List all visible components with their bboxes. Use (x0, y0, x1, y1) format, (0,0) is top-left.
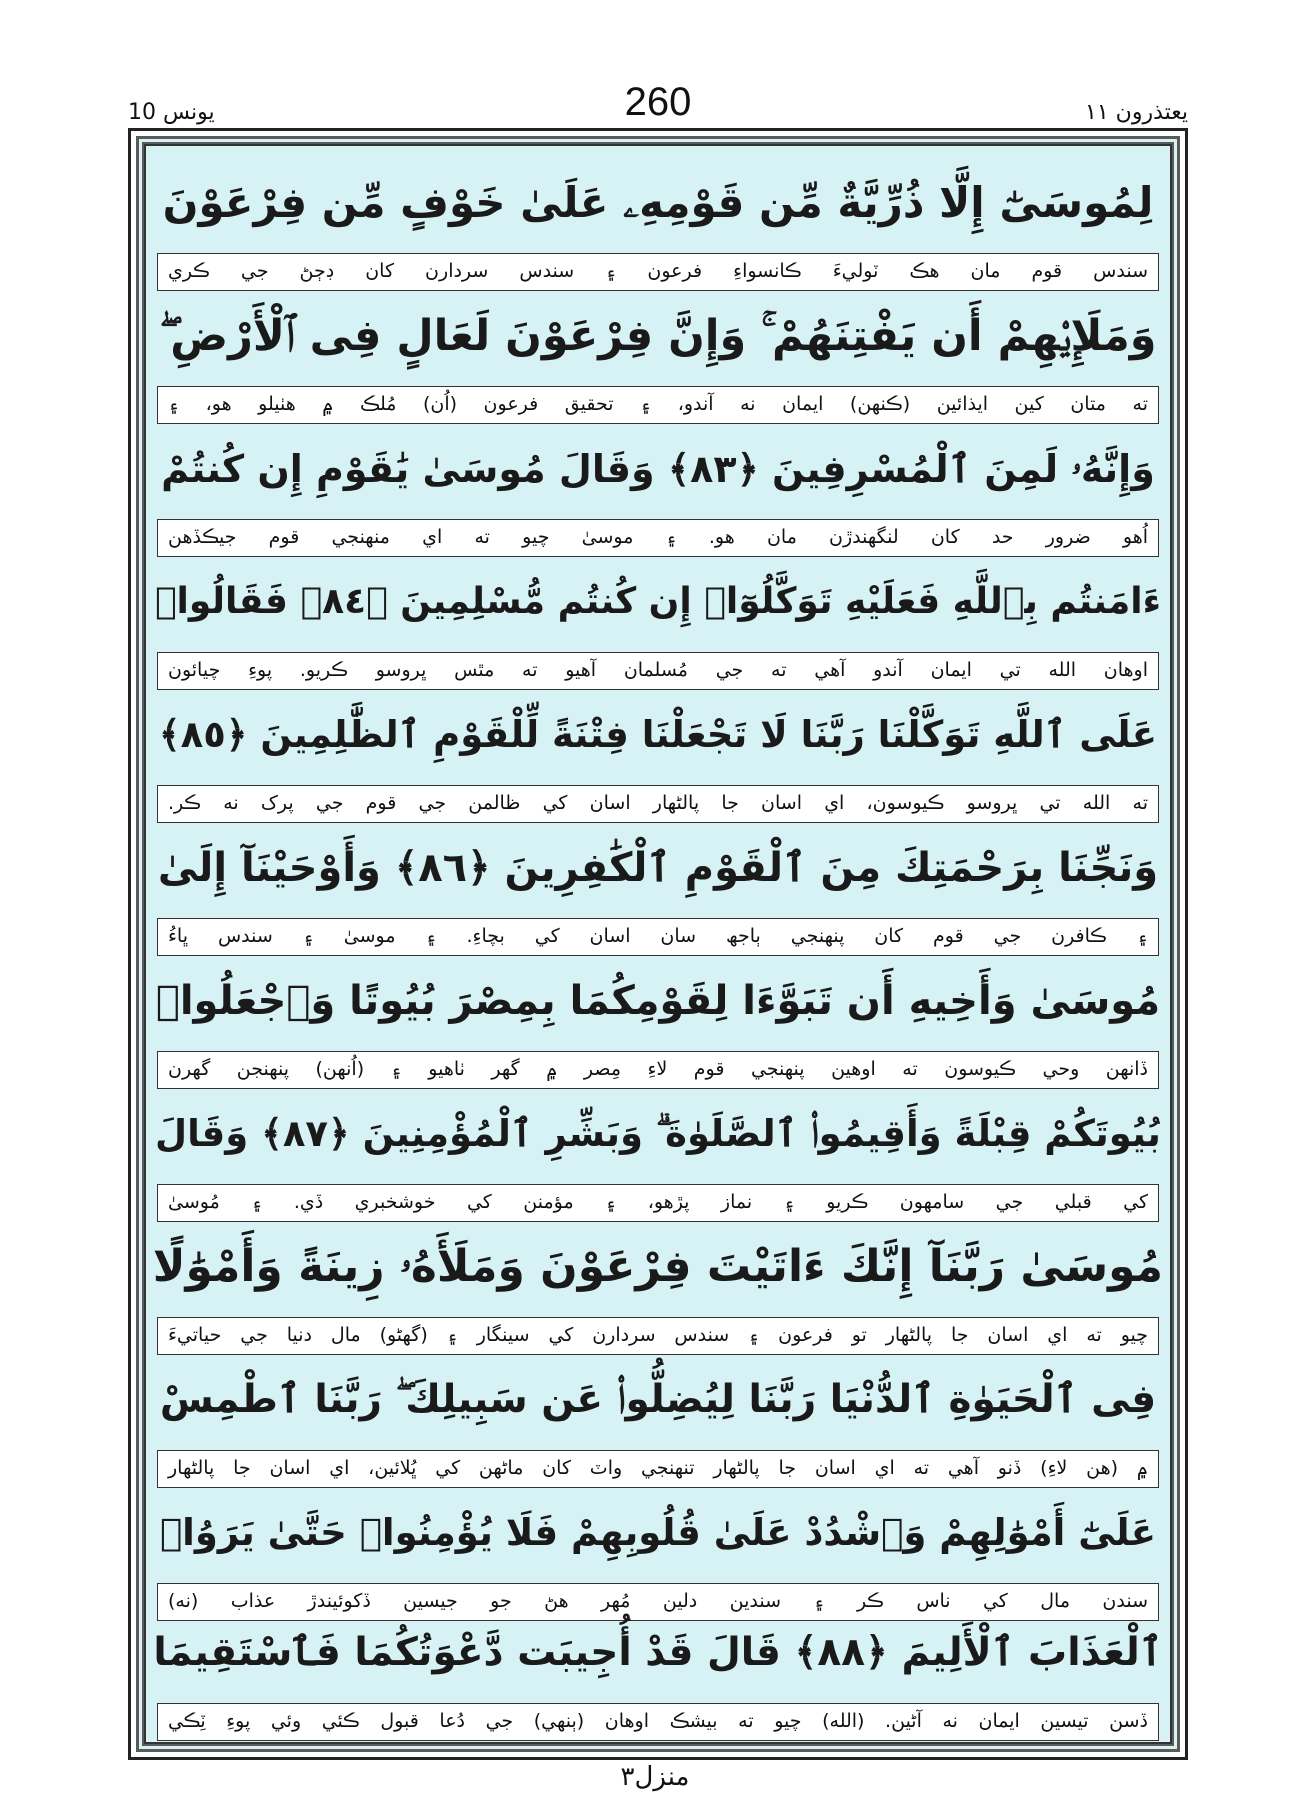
verse-line-3 (153, 419, 1163, 564)
sindhi-translation: اوهان الله تي ايمان آندو آهي ته جي مُسلمان آهيو ته مٿس ڀروسو ڪريو. پوءِ چيائون (157, 652, 1159, 690)
arabic-text: وَإِنَّهُۥ لَمِنَ ٱلْمُسْرِفِينَ ﴿٨٣﴾ وَقَالَ مُوسَىٰ يَٰقَوْمِ إِن كُنتُمْ (161, 447, 1155, 491)
sindhi-translation: ۾ (هن لاءِ) ڏنو آهي ته اي اسان جا پالڻهار تنهنجي واٽ کان ماڻهن کي ڀُلائين، اي اسان جا پالڻهار (157, 1450, 1159, 1488)
sindhi-translation: کي قبلي جي سامهون ڪريو ۽ نماز پڙهو، ۽ مؤمنن کي خوشخبري ڏي. ۽ مُوسىٰ (157, 1184, 1159, 1222)
verse-line-6 (153, 818, 1163, 963)
verse-line-2 (153, 286, 1163, 431)
verse-line-1 (153, 153, 1163, 298)
sindhi-translation: ڏسن تيسين ايمان نه آڻين. (الله) چيو ته بيشڪ اوهان (ٻنهي) جي دُعا قبول ڪئي وئي پوءِ ٽِڪي (157, 1703, 1159, 1741)
arabic-text: وَمَلَإِي۟هِمْ أَن يَفْتِنَهُمْ ۚ وَإِنَّ فِرْعَوْنَ لَعَالٍ فِى ٱلْأَرْضِ ۖ (159, 311, 1157, 361)
arabic-text: ءَامَنتُم بِٱللَّهِ فَعَلَيْهِ تَوَكَّلُوٓا۟ إِن كُنتُم مُّسْلِمِينَ ﴿٨٤﴾ فَقَالُوا۟ (154, 581, 1162, 622)
verse-area (153, 153, 1163, 1735)
page-frame (128, 128, 1188, 1760)
sindhi-translation: ۽ ڪافرن جي قوم کان پنهنجي ٻاجھ سان اسان کي بچاءِ. ۽ موسىٰ ۽ سندس ڀاءُ (157, 918, 1159, 956)
surah-name: يونس 10 (128, 100, 215, 125)
sindhi-translation: ڏانهن وحي ڪيوسون ته اوهين پنهنجي قوم لاءِ مِصر ۾ گهر ٺاهيو ۽ (اُنهن) پنهنجن گهرن (157, 1051, 1159, 1089)
verse-line-10 (153, 1350, 1163, 1495)
page-number: 260 (624, 80, 692, 124)
arabic-text: لِمُوسَىٰٓ إِلَّا ذُرِّيَّةٌ مِّن قَوْمِهِۦ عَلَىٰ خَوْفٍ مِّن فِرْعَوْنَ (162, 178, 1154, 227)
page-header (128, 80, 1188, 130)
sindhi-translation: ته متان کين ايذائين (ڪنهن) ايمان نه آندو، ۽ تحقيق فرعون (اُن) مُلڪ ۾ هٺيلو هو، ۽ (157, 386, 1159, 424)
verse-line-4 (153, 552, 1163, 697)
verse-line-9 (153, 1217, 1163, 1362)
verse-line-5 (153, 685, 1163, 830)
arabic-text: فِى ٱلْحَيَوٰةِ ٱلدُّنْيَا رَبَّنَا لِيُضِلُّوا۟ عَن سَبِيلِكَ ۖ رَبَّنَا ٱطْمِسْ (159, 1377, 1157, 1422)
sindhi-translation: ته الله تي ڀروسو ڪيوسون، اي اسان جا پالڻهار اسان کي ظالمن جي قوم جي پرک نه ڪر. (157, 785, 1159, 823)
juz-name: يعتذرون ١١ (1085, 100, 1188, 125)
arabic-text: وَنَجِّنَا بِرَحْمَتِكَ مِنَ ٱلْقَوْمِ ٱلْكَٰفِرِينَ ﴿٨٦﴾ وَأَوْحَيْنَآ إِلَىٰ (157, 845, 1159, 891)
sindhi-translation: چيو ته اي اسان جا پالڻهار تو فرعون ۽ سندس سردارن کي سينگار ۽ (گهڻو) مال دنيا جي حياتيءَ (157, 1317, 1159, 1355)
arabic-text: مُوسَىٰ رَبَّنَآ إِنَّكَ ءَاتَيْتَ فِرْعَوْنَ وَمَلَأَهُۥ زِينَةً وَأَمْوَٰلًا (153, 1241, 1163, 1292)
arabic-text: عَلَى ٱللَّهِ تَوَكَّلْنَا رَبَّنَا لَا تَجْعَلْنَا فِتْنَةً لِّلْقَوْمِ ٱلظَّٰلِمِينَ ﴿٨٥﴾ (158, 713, 1158, 756)
arabic-text: بُيُوتَكُمْ قِبْلَةً وَأَقِيمُوا۟ ٱلصَّلَوٰةَ ۗ وَبَشِّرِ ٱلْمُؤْمِنِينَ ﴿٨٧﴾ وَقَالَ (155, 1112, 1161, 1155)
sindhi-translation: سندن مال کي ناس ڪر ۽ سندين دلين مُهر هڻ جو جيسين ڏکوئيندڙ عذاب (نه) (157, 1583, 1159, 1621)
verse-line-12 (153, 1603, 1163, 1748)
arabic-text: مُوسَىٰ وَأَخِيهِ أَن تَبَوَّءَا لِقَوْمِكُمَا بِمِصْرَ بُيُوتًا وَٱجْعَلُوا۟ (155, 978, 1161, 1024)
sindhi-translation: اُهو ضرور حد کان لنگهندڙن مان هو. ۽ موسىٰ چيو ته اي منهنجي قوم جيڪڏهن (157, 519, 1159, 557)
sindhi-translation: سندس قوم مان هڪ ٽوليءَ ڪانسواءِ فرعون ۽ سندس سردارن کان ڊڄڻ جي ڪري (157, 253, 1159, 291)
arabic-text: عَلَىٰٓ أَمْوَٰلِهِمْ وَٱشْدُدْ عَلَىٰ قُلُوبِهِمْ فَلَا يُؤْمِنُوا۟ حَتَّىٰ يَرَوُا۟ (159, 1511, 1157, 1554)
verse-line-8 (153, 1084, 1163, 1229)
arabic-text: ٱلْعَذَابَ ٱلْأَلِيمَ ﴿٨٨﴾ قَالَ قَدْ أُجِيبَت دَّعْوَتُكُمَا فَٱسْتَقِيمَا (153, 1630, 1163, 1675)
verse-line-7 (153, 951, 1163, 1096)
manzil-marker: منزل٣ (620, 1762, 690, 1792)
